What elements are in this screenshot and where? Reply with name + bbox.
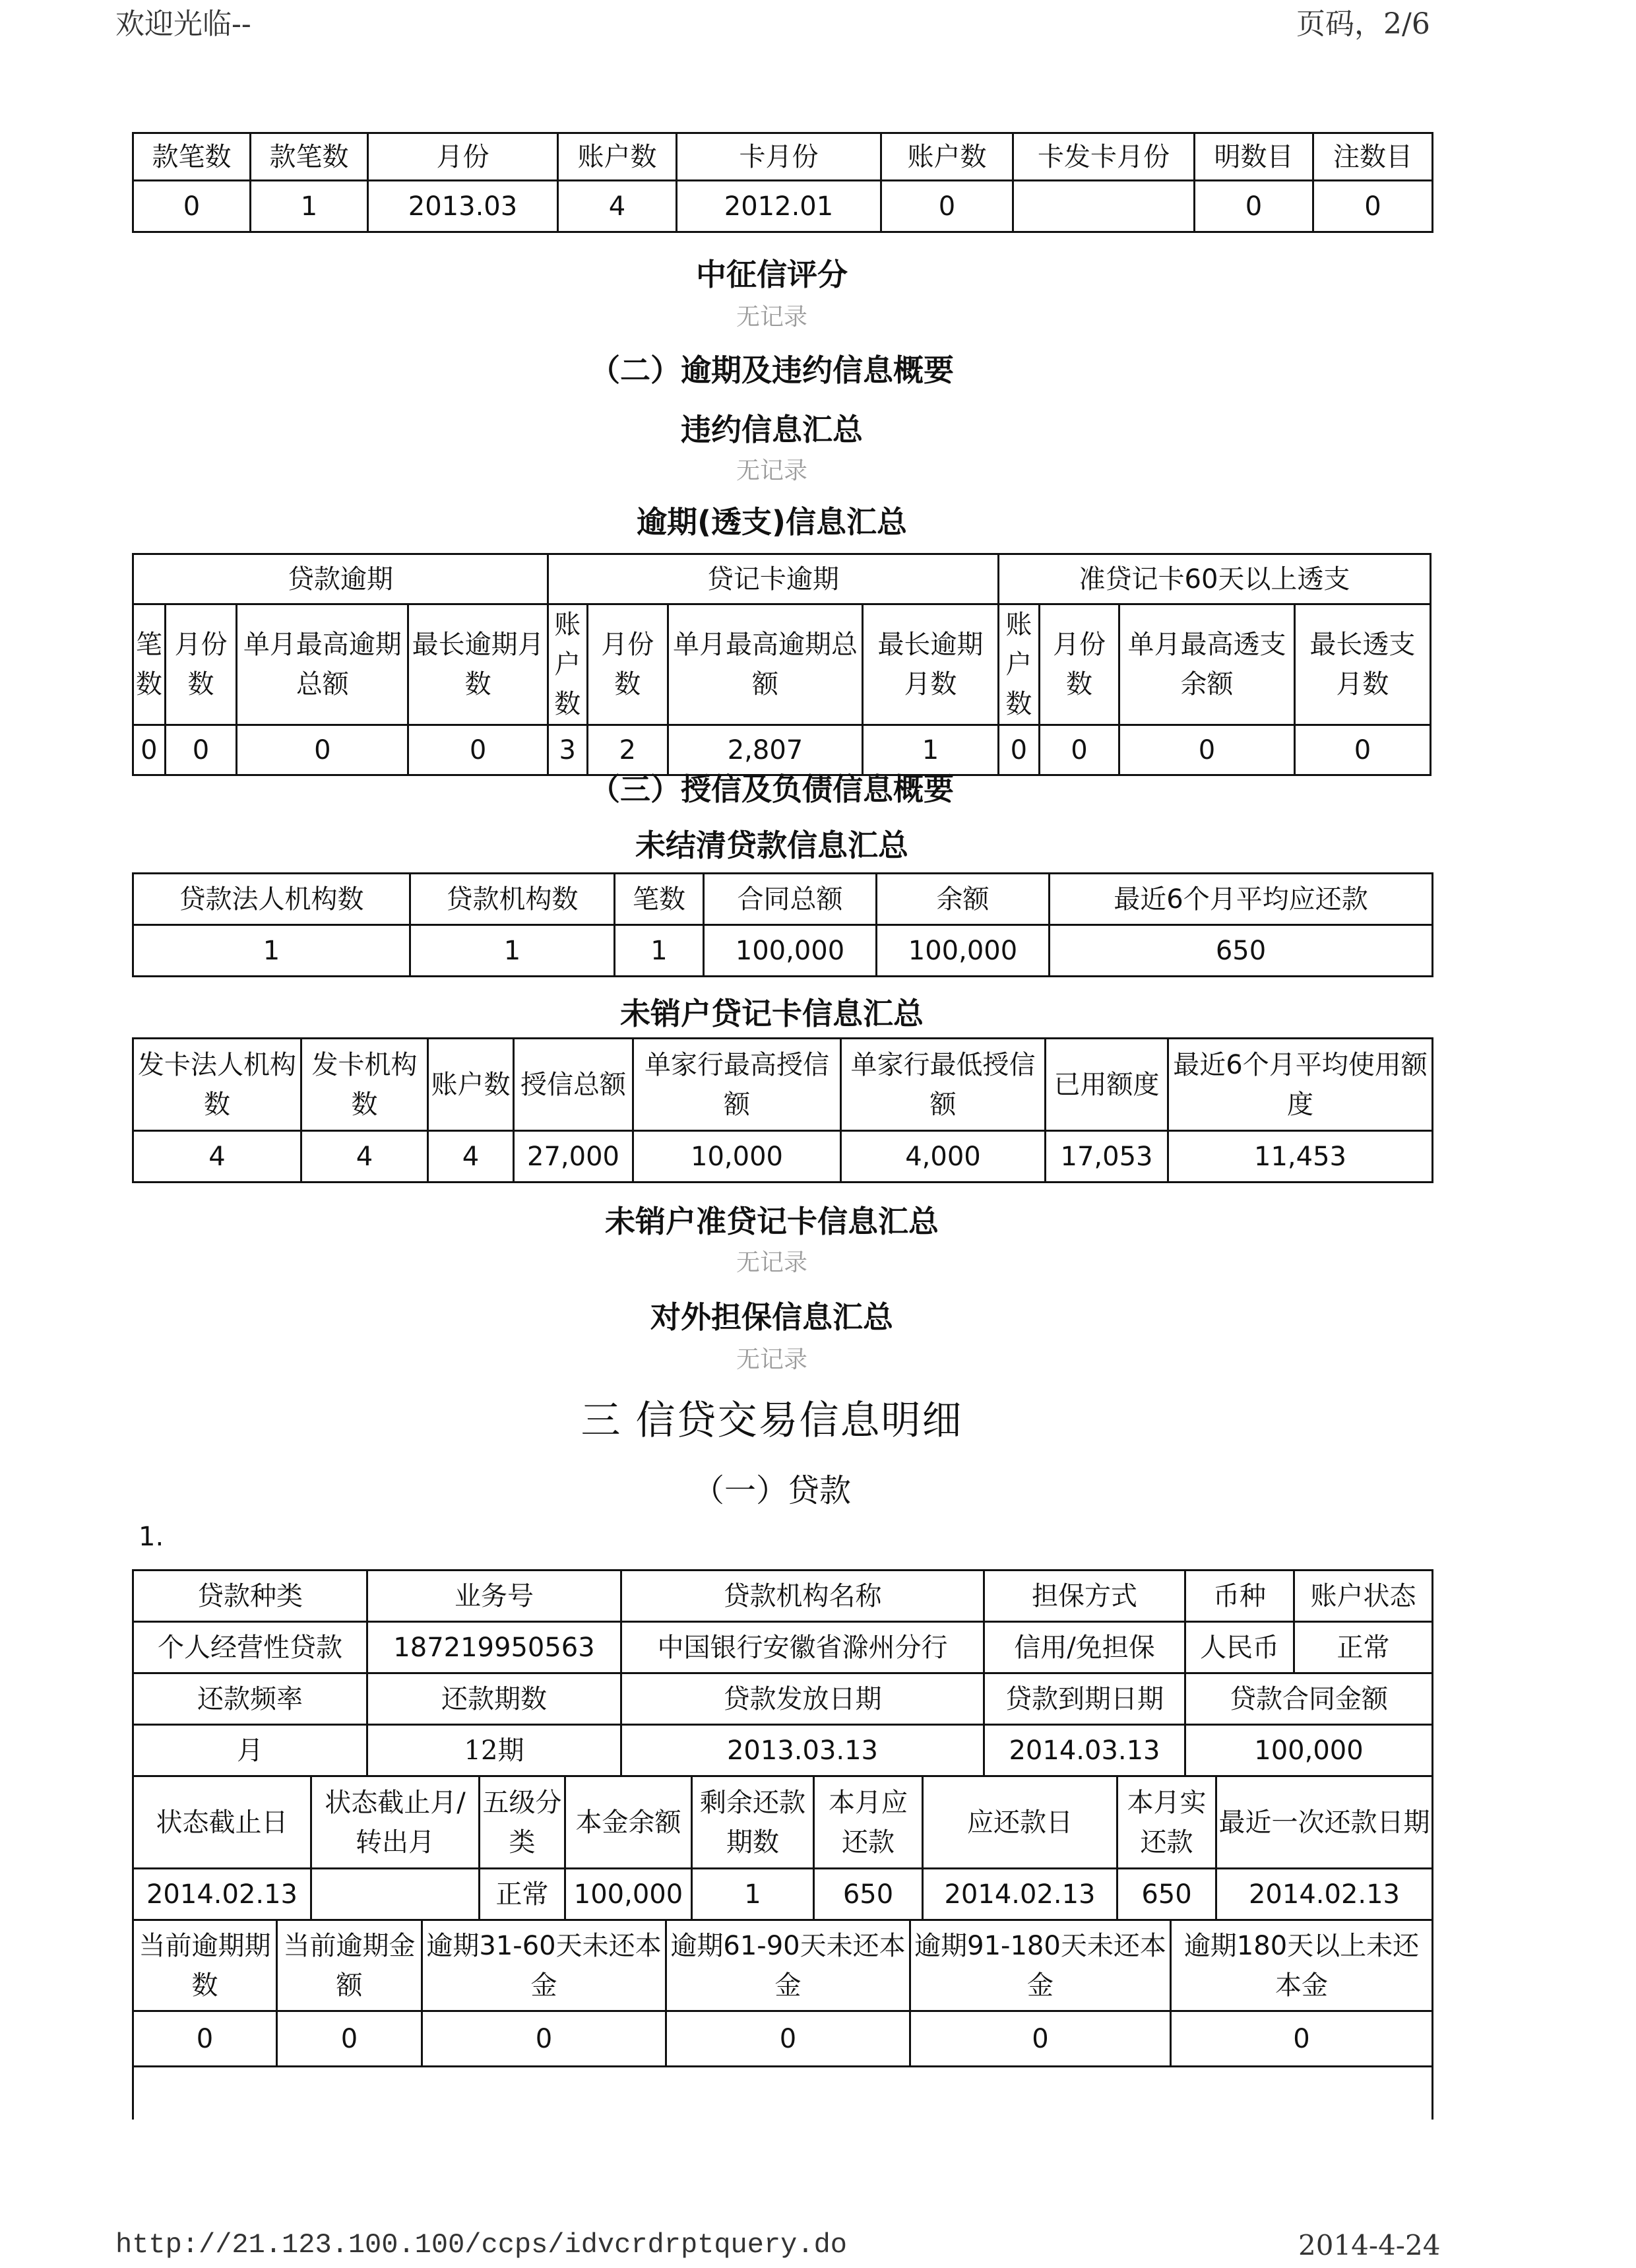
value-cell: 17,053: [1046, 1131, 1168, 1183]
loan-overdue-table: [132, 1919, 1433, 2120]
guarantees-title: 对外担保信息汇总: [650, 1299, 893, 1335]
header-cell: 月份数: [1039, 604, 1119, 725]
header-cell: 卡发卡月份: [1013, 133, 1195, 181]
header-cell: 注数目: [1313, 133, 1433, 181]
header-cell: 授信总额: [514, 1039, 633, 1131]
header-cell: 逾期91-180天未还本金: [910, 1920, 1171, 2011]
value-cell: 正常: [1294, 1622, 1433, 1673]
header-cell: 笔数: [615, 874, 704, 925]
header-cell: 单月最高透支余额: [1119, 604, 1295, 725]
value-cell: 人民币: [1185, 1622, 1294, 1673]
value-cell: 0: [998, 725, 1039, 775]
value-cell: 2,807: [668, 725, 863, 775]
header-cell: 还款期数: [367, 1673, 621, 1725]
value-cell: 1: [692, 1869, 814, 1920]
header-cell: 逾期61-90天未还本金: [666, 1920, 910, 2011]
header-cell: 当前逾期金额: [277, 1920, 422, 2011]
header-cell: 最近6个月平均应还款: [1050, 874, 1433, 925]
value-cell: 3: [548, 725, 587, 775]
value-cell: 月: [133, 1725, 367, 1776]
value-cell: 0: [277, 2011, 422, 2067]
header-cell: 月份数: [587, 604, 668, 725]
value-cell: [1013, 181, 1195, 232]
header-cell: 发卡法人机构数: [133, 1039, 301, 1131]
semi-credit-cards-title: 未销户准贷记卡信息汇总: [605, 1204, 939, 1239]
header-cell: 贷款发放日期: [621, 1673, 984, 1725]
value-cell: 0: [666, 2011, 910, 2067]
header-cell: 应还款日: [923, 1776, 1117, 1869]
header-cell: 逾期180天以上未还本金: [1171, 1920, 1433, 2011]
no-record-text: 无记录: [736, 1346, 807, 1373]
header-cell: 贷款机构名称: [621, 1571, 984, 1622]
value-cell: 12期: [367, 1725, 621, 1776]
value-cell: 100,000: [704, 925, 877, 977]
header-cell: 明数目: [1195, 133, 1313, 181]
header-cell: 当前逾期期数: [133, 1920, 277, 2011]
header-cell: 贷款机构数: [410, 874, 615, 925]
page-number: 页码，2/6: [1296, 7, 1430, 41]
outstanding-loans-table: [132, 872, 1433, 977]
value-cell: 0: [133, 725, 166, 775]
value-cell: 0: [1294, 725, 1430, 775]
header-cell: 合同总额: [704, 874, 877, 925]
value-cell: 4: [428, 1131, 514, 1183]
header-cell: 发卡机构数: [301, 1039, 428, 1131]
group-header: 贷记卡逾期: [548, 554, 998, 604]
header-cell: 月份数: [165, 604, 236, 725]
value-cell: 1: [410, 925, 615, 977]
value-cell: 650: [1050, 925, 1433, 977]
value-cell: 4: [133, 1131, 301, 1183]
value-cell: 650: [1117, 1869, 1216, 1920]
summary-table: [132, 132, 1433, 233]
no-record-text: 无记录: [736, 1249, 807, 1276]
outstanding-loans-title: 未结清贷款信息汇总: [635, 827, 908, 863]
value-cell: 2013.03.13: [621, 1725, 984, 1776]
value-cell: 2014.02.13: [1216, 1869, 1433, 1920]
value-cell: 1: [862, 725, 998, 775]
header-cell: 状态截止月/转出月: [311, 1776, 480, 1869]
value-cell: 信用/免担保: [984, 1622, 1185, 1673]
header-cell: 贷款法人机构数: [133, 874, 410, 925]
value-cell: 0: [881, 181, 1013, 232]
group-header: 贷款逾期: [133, 554, 548, 604]
header-cell: 账户数: [428, 1039, 514, 1131]
header-cell: 五级分类: [480, 1776, 565, 1869]
value-cell: 0: [133, 181, 251, 232]
value-cell: 正常: [480, 1869, 565, 1920]
default-summary-title: 违约信息汇总: [681, 412, 863, 447]
header-cell: 余额: [877, 874, 1050, 925]
header-cell: 账户状态: [1294, 1571, 1433, 1622]
header-cell: 状态截止日: [133, 1776, 311, 1869]
value-cell: 0: [910, 2011, 1171, 2067]
value-cell: 1: [615, 925, 704, 977]
value-cell: 个人经营性贷款: [133, 1622, 367, 1673]
header-cell: 账户数: [558, 133, 677, 181]
value-cell: 4: [301, 1131, 428, 1183]
value-cell: 100,000: [877, 925, 1050, 977]
header-cell: 业务号: [367, 1571, 621, 1622]
header-cell: 贷款到期日期: [984, 1673, 1185, 1725]
value-cell: 0: [1171, 2011, 1433, 2067]
overdue-summary-table: [132, 553, 1432, 776]
header-cell: 还款频率: [133, 1673, 367, 1725]
header-cell: 最近一次还款日期: [1216, 1776, 1433, 1869]
header-cell: 最近6个月平均使用额度: [1168, 1039, 1433, 1131]
loan-status-table: [132, 1775, 1433, 1921]
credit-cards-table: [132, 1037, 1433, 1183]
header-cell: 账户数: [998, 604, 1039, 725]
value-cell: 0: [1195, 181, 1313, 232]
header-cell: 剩余还款期数: [692, 1776, 814, 1869]
value-cell: 100,000: [565, 1869, 692, 1920]
header-cell: 本金余额: [565, 1776, 692, 1869]
value-cell: 0: [422, 2011, 666, 2067]
loans-section-title: （一）贷款: [692, 1472, 851, 1509]
header-cell: 单月最高逾期总额: [237, 604, 408, 725]
value-cell: 0: [1039, 725, 1119, 775]
header-cell: 账户数: [548, 604, 587, 725]
value-cell: [311, 1869, 480, 1920]
header-cell: 逾期31-60天未还本金: [422, 1920, 666, 2011]
header-cell: 账户数: [881, 133, 1013, 181]
header-cell: 最长透支月数: [1294, 604, 1430, 725]
value-cell: 11,453: [1168, 1131, 1433, 1183]
value-cell: 2014.02.13: [923, 1869, 1117, 1920]
value-cell: 4: [558, 181, 677, 232]
group-header: 准贷记卡60天以上透支: [998, 554, 1430, 604]
value-cell: 1: [133, 925, 410, 977]
header-cell: 最长逾期月数: [408, 604, 548, 725]
value-cell: 0: [237, 725, 408, 775]
header-cell: 月份: [368, 133, 558, 181]
no-record-text: 无记录: [736, 457, 807, 484]
value-cell: 100,000: [1185, 1725, 1433, 1776]
header-cell: 币种: [1185, 1571, 1294, 1622]
value-cell: 4,000: [841, 1131, 1046, 1183]
header-cell: 笔数: [133, 604, 166, 725]
header-cell: 贷款种类: [133, 1571, 367, 1622]
value-cell: 0: [1119, 725, 1295, 775]
overdue-summary-title: 逾期(透支)信息汇总: [636, 504, 908, 540]
credit-cards-title: 未销户贷记卡信息汇总: [620, 996, 924, 1031]
value-cell: 2: [587, 725, 668, 775]
footer-date: 2014-4-24: [1298, 2229, 1441, 2261]
loan-info-table: [132, 1569, 1433, 1777]
value-cell: 10,000: [633, 1131, 841, 1183]
header-cell: 贷款合同金额: [1185, 1673, 1433, 1725]
value-cell: 0: [133, 2011, 277, 2067]
section-title: （二）逾期及违约信息概要: [590, 352, 954, 388]
value-cell: 0: [1313, 181, 1433, 232]
page-header-left: 欢迎光临--: [115, 7, 251, 41]
value-cell: 0: [165, 725, 236, 775]
header-cell: 单月最高逾期总额: [668, 604, 863, 725]
header-cell: 本月实还款: [1117, 1776, 1216, 1869]
header-cell: 卡月份: [677, 133, 881, 181]
credit-score-title: 中征信评分: [696, 257, 848, 292]
header-cell: 本月应还款: [814, 1776, 923, 1869]
header-cell: 款笔数: [251, 133, 368, 181]
no-record-text: 无记录: [736, 304, 807, 331]
value-cell: 2014.03.13: [984, 1725, 1185, 1776]
header-cell: 单家行最低授信额: [841, 1039, 1046, 1131]
header-cell: 担保方式: [984, 1571, 1185, 1622]
section-title: （三）授信及负债信息概要: [590, 771, 954, 807]
header-cell: 单家行最高授信额: [633, 1039, 841, 1131]
value-cell: 187219950563: [367, 1622, 621, 1673]
value-cell: 27,000: [514, 1131, 633, 1183]
value-cell: 2012.01: [677, 181, 881, 232]
footer-url: http://21.123.100.100/ccps/idvcrdrptquery.do: [115, 2229, 847, 2261]
part-title: 三 信贷交易信息明细: [581, 1398, 963, 1444]
header-cell: 款笔数: [133, 133, 251, 181]
value-cell: 0: [408, 725, 548, 775]
value-cell: 2013.03: [368, 181, 558, 232]
header-cell: 已用额度: [1046, 1039, 1168, 1131]
loan-index: 1.: [139, 1522, 164, 1552]
header-cell: 最长逾期月数: [862, 604, 998, 725]
value-cell: 1: [251, 181, 368, 232]
table-continuation: [133, 2067, 1433, 2120]
value-cell: 650: [814, 1869, 923, 1920]
value-cell: 2014.02.13: [133, 1869, 311, 1920]
value-cell: 中国银行安徽省滁州分行: [621, 1622, 984, 1673]
